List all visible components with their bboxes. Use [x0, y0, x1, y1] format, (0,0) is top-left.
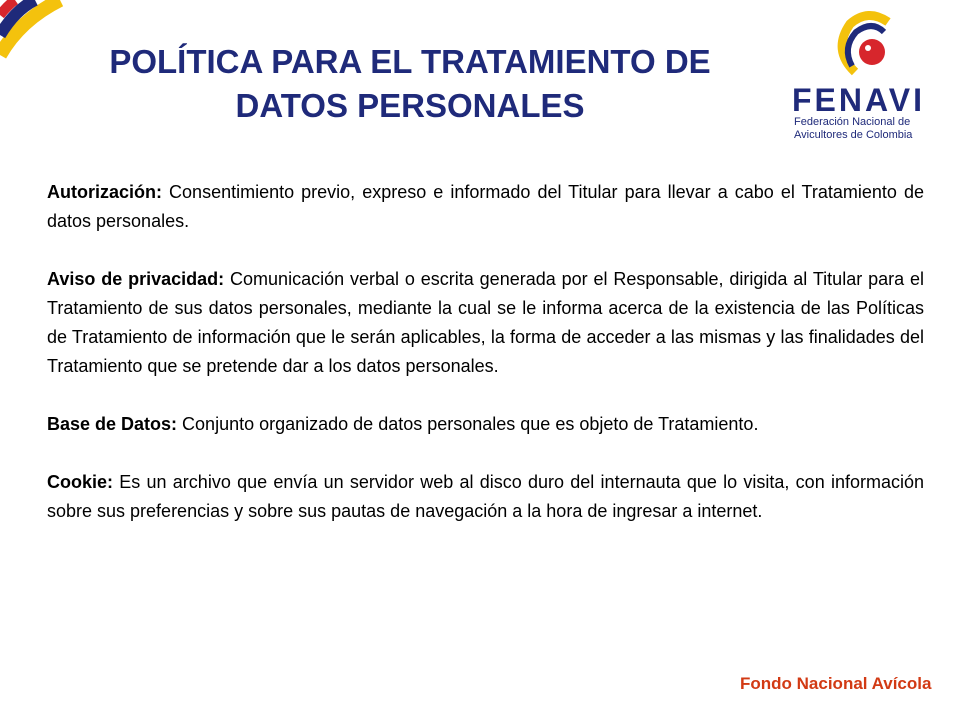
fenavi-bird-icon [780, 10, 950, 85]
definition-base-datos [47, 410, 924, 439]
fenavi-logo [780, 10, 950, 150]
definition-term: Cookie: [47, 472, 114, 492]
fenavi-subtitle-line1: Federación Nacional de [794, 116, 911, 128]
fenavi-wordmark: FENAVI [792, 82, 925, 118]
definition-text: Consentimiento previo, expreso e informado del Titular para llevar a cabo el Tratamiento de datos personales. [47, 182, 924, 231]
definition-text: Conjunto organizado de datos personales que es objeto de Tratamiento. [177, 414, 759, 434]
page-title-line2: DATOS PERSONALES [235, 87, 585, 124]
corner-decoration-icon [0, 0, 70, 70]
definition-aviso-privacidad [47, 265, 924, 381]
fenavi-subtitle [794, 116, 954, 142]
definition-term: Base de Datos: [47, 414, 178, 434]
definition-text: Comunicación verbal o escrita generada por el Responsable, dirigida al Titular para el Tratamiento de sus datos personales, mediante la cual se le informa acerca de la existencia de las Políticas de Tratamiento de información que le serán aplicables, la forma de acceder a las mismas y las finalidades del Tratamiento que se pretende dar a los datos personales. [47, 269, 924, 376]
fenavi-subtitle-line2: Avicultores de Colombia [794, 129, 913, 141]
definitions-body [47, 178, 924, 555]
footer-fondo-nacional: Fondo Nacional Avícola [740, 674, 932, 693]
page-title-line1: POLÍTICA PARA EL TRATAMIENTO DE [109, 43, 711, 80]
definition-text: Es un archivo que envía un servidor web al disco duro del internauta que lo visita, con información sobre sus preferencias y sobre sus pautas de navegación a la hora de ingresar a internet. [47, 472, 924, 521]
definition-term: Autorización: [47, 182, 162, 202]
definition-cookie [47, 468, 924, 526]
definition-term: Aviso de privacidad: [47, 269, 225, 289]
definition-autorizacion [47, 178, 924, 236]
page-title [80, 40, 740, 128]
